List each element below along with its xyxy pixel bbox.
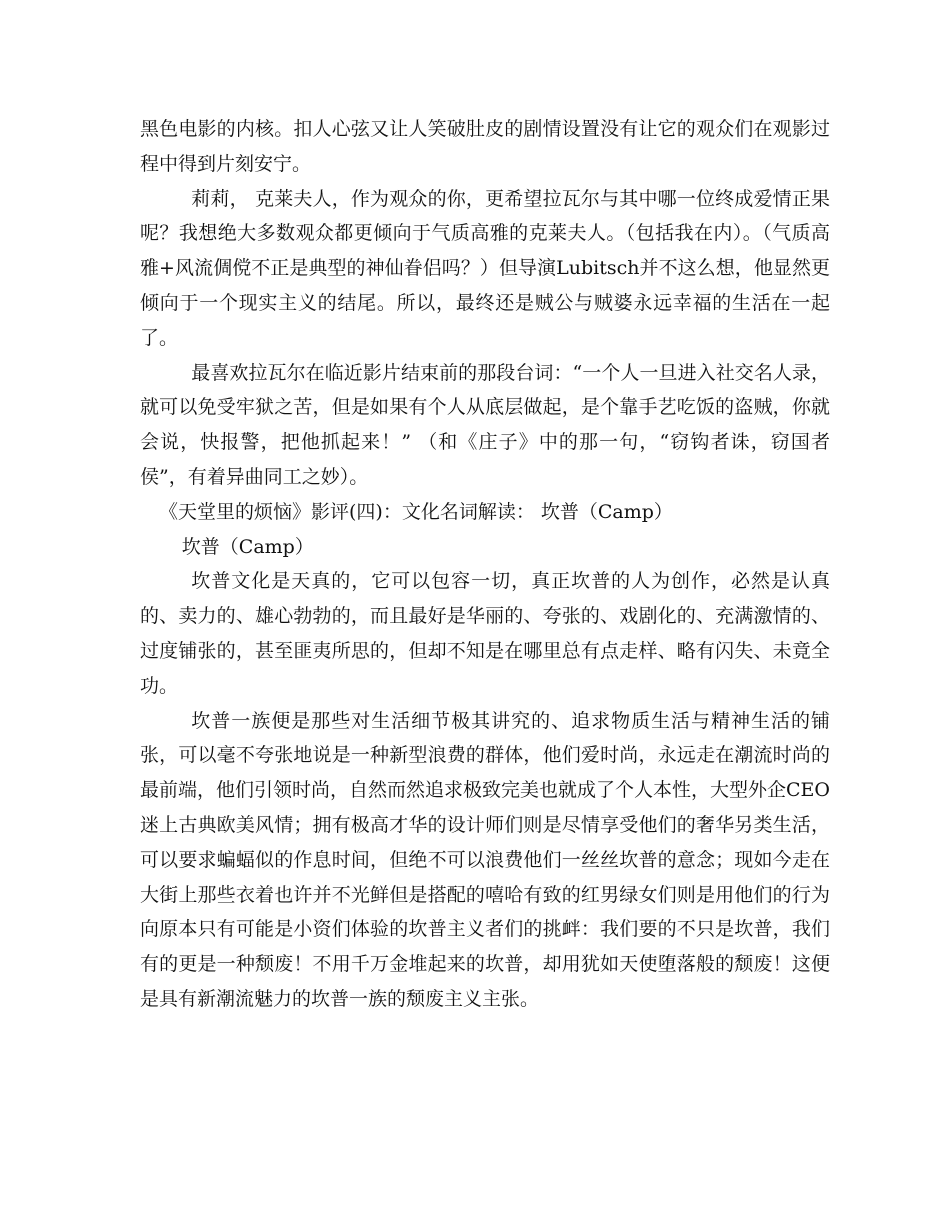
paragraph-camp-tribe: 坎普一族便是那些对生活细节极其讲究的、追求物质生活与精神生活的铺张，可以毫不夸张地说是一种新型浪费的群体，他们爱时尚，永远走在潮流时尚的最前端，他们引领时尚，自然而然追求极致完美也就成了个人本性，大型外企CEO迷上古典欧美风情；拥有极高才华的设计师们则是尽情享受他们的奢华另类生活，可以要求蝙蝠似的作息时间，但绝不可以浪费他们一丝丝坎普的意念；现如今走在大街上那些衣着也许并不光鲜但是搭配的嘻哈有致的红男绿女们则是用他们的行为向原本只有可能是小资们体验的坎普主义者们的挑衅：我们要的不只是坎普，我们有的更是一种颓废！不用千万金堆起来的坎普，却用犹如天使堕落般的颓废！这便是具有新潮流魅力的坎普一族的颓废主义主张。: [140, 709, 830, 1010]
paragraph-camp-culture: 坎普文化是天真的，它可以包容一切，真正坎普的人为创作，必然是认真的、卖力的、雄心勃勃的，而且最好是华丽的、夸张的、戏剧化的、充满激情的、过度铺张的，甚至匪夷所思的，但却不知是在哪里总有点走样、略有闪失、未竟全功。: [140, 570, 830, 697]
section-title-review-4: 《天堂里的烦恼》影评(四)：文化名词解读： 坎普（Camp）: [159, 500, 673, 523]
section-subtitle-camp: 坎普（Camp）: [181, 535, 314, 558]
paragraph-lily-madame-colet: 莉莉， 克莱夫人，作为观众的你，更希望拉瓦尔与其中哪一位终成爱情正果呢？我想绝大多数观众都更倾向于气质高雅的克莱夫人。（包括我在内）。（气质高雅+风流倜傥不正是典型的神仙眷侣吗？）但导演Lubitsch并不这么想，他显然更倾向于一个现实主义的结尾。所以，最终还是贼公与贼婆永远幸福的生活在一起了。: [140, 187, 830, 349]
paragraph-favorite-line: 最喜欢拉瓦尔在临近影片结束前的那段台词：“一个人一旦进入社交名人录，就可以免受牢狱之苦，但是如果有个人从底层做起，是个靠手艺吃饭的盗贼，你就会说，快报警，把他抓起来！” （和《庄子》中的那一句，“窃钩者诛，窃国者侯”，有着异曲同工之妙）。: [140, 361, 830, 488]
paragraph-film-noir-core: 黑色电影的内核。扣人心弦又让人笑破肚皮的剧情设置没有让它的观众们在观影过程中得到片刻安宁。: [140, 118, 830, 175]
document-page: [140, 112, 830, 1017]
